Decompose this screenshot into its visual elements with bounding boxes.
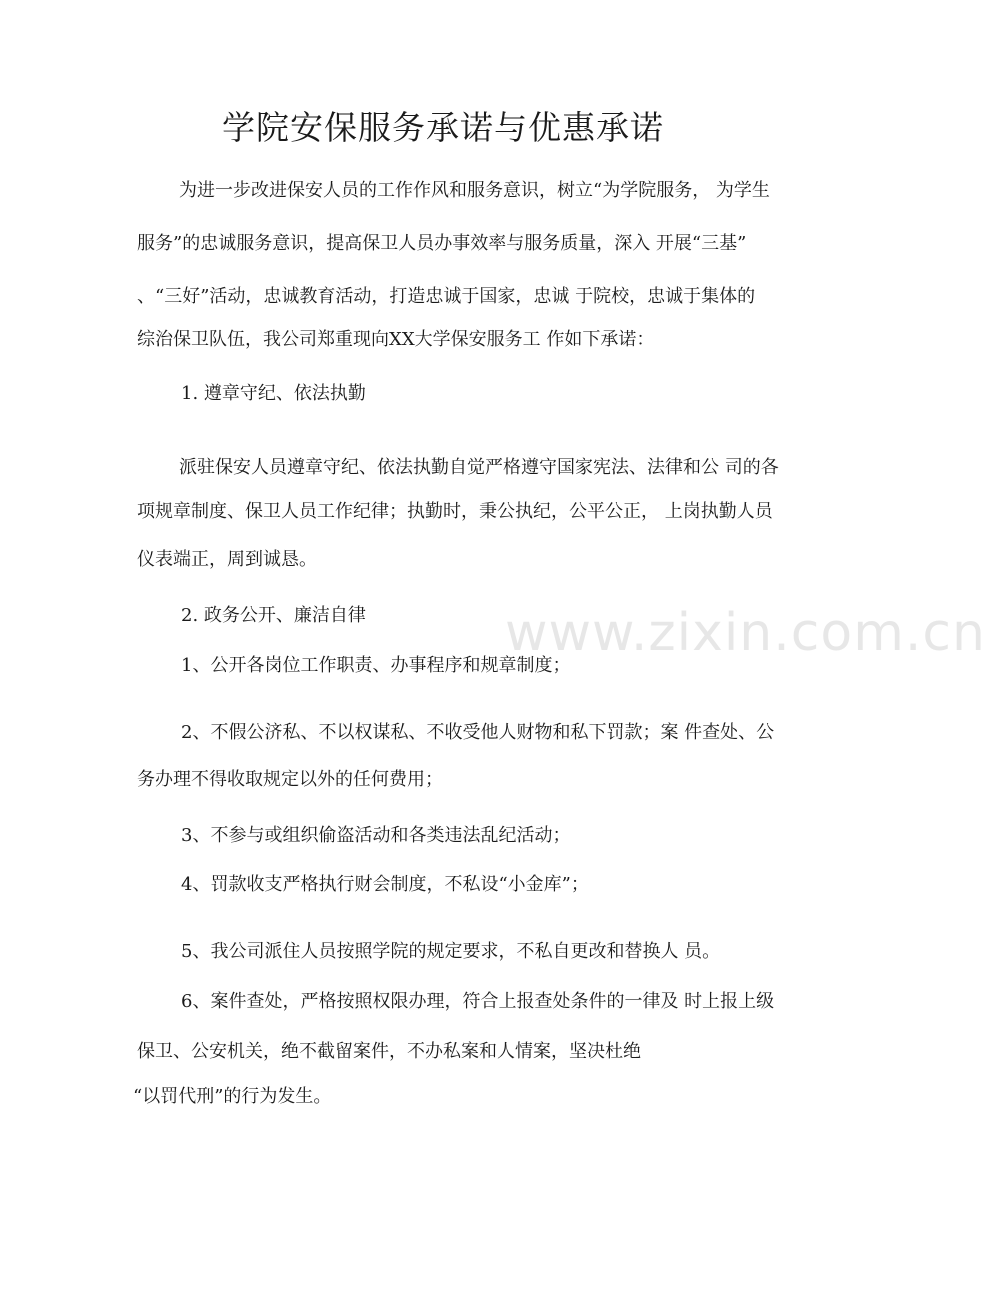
list-item: 2、不假公济私、不以权谋私、不收受他人财物和私下罚款；案 件查处、公 <box>181 722 775 743</box>
list-item: 3、不参与或组织偷盗活动和各类违法乱纪活动； <box>181 825 571 846</box>
paragraph-line: 服务”的忠诚服务意识，提高保卫人员办事效率与服务质量，深入 开展“三基” <box>137 233 747 254</box>
paragraph-line: 派驻保安人员遵章守纪、依法执勤自觉严格遵守国家宪法、法律和公 司的各 <box>179 457 779 478</box>
list-item: 1、公开各岗位工作职责、办事程序和规章制度； <box>181 655 571 676</box>
section-heading: 1. 遵章守纪、依法执勤 <box>181 383 366 404</box>
paragraph-line: 综治保卫队伍，我公司郑重现向XX大学保安服务工 作如下承诺： <box>137 329 655 350</box>
paragraph-line: 项规章制度、保卫人员工作纪律；执勤时，秉公执纪，公平公正， 上岗执勤人员 <box>137 501 773 522</box>
paragraph-line: 仪表端正，周到诚恳。 <box>137 549 317 570</box>
list-item: 4、罚款收支严格执行财会制度，不私设“小金库”； <box>181 874 589 895</box>
list-item-continuation: “以罚代刑”的行为发生。 <box>133 1086 332 1107</box>
list-item-continuation: 保卫、公安机关，绝不截留案件，不办私案和人情案，坚决杜绝 <box>137 1041 641 1062</box>
list-item-continuation: 务办理不得收取规定以外的任何费用； <box>137 769 443 790</box>
list-item: 6、案件查处，严格按照权限办理，符合上报查处条件的一律及 时上报上级 <box>181 991 775 1012</box>
section-heading: 2. 政务公开、廉洁自律 <box>181 605 366 626</box>
paragraph-line: 、“三好”活动，忠诚教育活动，打造忠诚于国家，忠诚 于院校，忠诚于集体的 <box>137 286 756 307</box>
watermark: www.zixin.com.cn <box>505 603 986 663</box>
paragraph-line: 为进一步改进保安人员的工作作风和服务意识，树立“为学院服务， 为学生 <box>179 180 770 201</box>
list-item: 5、我公司派住人员按照学院的规定要求，不私自更改和替换人 员。 <box>181 941 721 962</box>
document-title: 学院安保服务承诺与优惠承诺 <box>222 108 664 147</box>
